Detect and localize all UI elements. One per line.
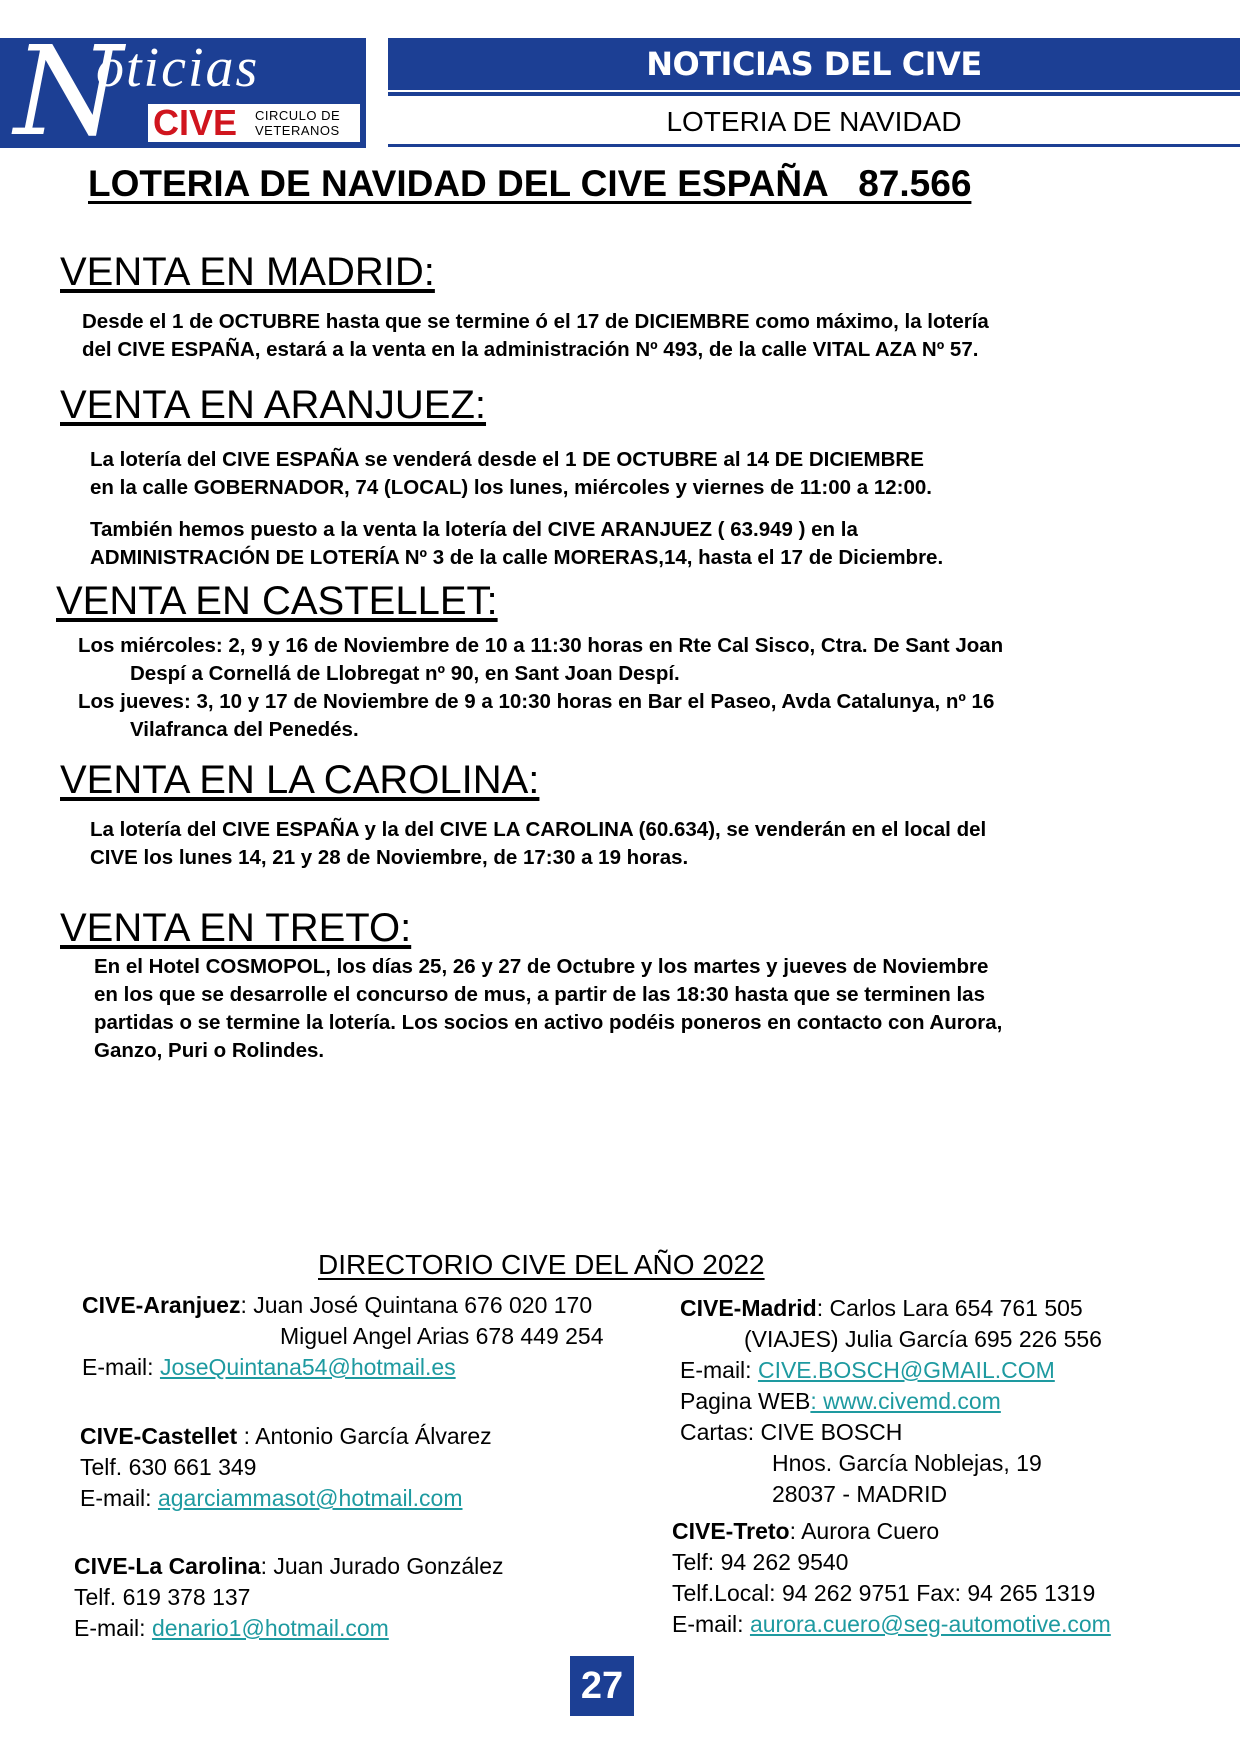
directory-phone: Telf. 619 378 137 bbox=[74, 1584, 251, 1610]
section-text-la-carolina bbox=[90, 816, 986, 872]
email-link[interactable]: agarciammasot@hotmail.com bbox=[157, 1485, 463, 1511]
directory-castellet bbox=[80, 1421, 492, 1514]
text-line: Ganzo, Puri o Rolindes. bbox=[94, 1039, 325, 1062]
text-line: Los jueves: 3, 10 y 17 de Noviembre de 9 a 10:30 horas en Bar el Paseo, Avda Catalunya, nº 16 bbox=[78, 690, 995, 713]
email-link[interactable]: CIVE.BOSCH@GMAIL.COM bbox=[757, 1357, 1055, 1383]
logo-word: oticias bbox=[96, 38, 260, 99]
text-line: Vilafranca del Penedés. bbox=[130, 718, 359, 741]
directory-contact: : Juan Jurado González bbox=[260, 1553, 504, 1579]
logo-initial: N bbox=[14, 38, 123, 148]
directory-line bbox=[74, 1551, 504, 1582]
logo-subtitle-line1: CIRCULO DE bbox=[255, 108, 341, 123]
web-link[interactable]: : www.civemd.com bbox=[810, 1388, 1001, 1414]
page-title: LOTERIA DE NAVIDAD DEL CIVE ESPAÑA 87.566 bbox=[88, 163, 972, 204]
directory-name: CIVE-La Carolina bbox=[74, 1553, 261, 1579]
text-line: Despí a Cornellá de Llobregat nº 90, en Sant Joan Despí. bbox=[130, 662, 680, 685]
noticias-cive-logo bbox=[0, 38, 366, 148]
section-heading-la-carolina: VENTA EN LA CAROLINA: bbox=[60, 758, 540, 802]
directory-name: CIVE-Madrid bbox=[680, 1295, 817, 1321]
directory-line bbox=[82, 1290, 604, 1321]
header-divider bbox=[388, 144, 1240, 147]
directory-madrid bbox=[680, 1293, 1102, 1510]
directory-la-carolina bbox=[74, 1551, 504, 1644]
directory-mail-label: Cartas: CIVE BOSCH bbox=[680, 1419, 903, 1445]
section-heading-castellet: VENTA EN CASTELLET: bbox=[56, 579, 498, 623]
section-text-madrid bbox=[82, 308, 989, 364]
email-link[interactable]: denario1@hotmail.com bbox=[151, 1615, 389, 1641]
directory-phone: Telf.Local: 94 262 9751 Fax: 94 265 1319 bbox=[672, 1580, 1096, 1606]
directory-line bbox=[672, 1516, 1111, 1547]
logo-subtitle-line2: VETERANOS bbox=[255, 123, 340, 138]
directory-mail-address: Hnos. García Noblejas, 19 bbox=[772, 1450, 1042, 1476]
directory-contact: (VIAJES) Julia García 695 226 556 bbox=[744, 1326, 1102, 1352]
section-text-castellet bbox=[78, 632, 1003, 744]
directory-name: CIVE-Treto bbox=[672, 1518, 790, 1544]
directory-line bbox=[82, 1352, 604, 1383]
section-heading-treto: VENTA EN TRETO: bbox=[60, 906, 412, 950]
directory-line bbox=[680, 1386, 1102, 1417]
directory-contact: : Juan José Quintana 676 020 170 bbox=[240, 1292, 593, 1318]
text-line: La lotería del CIVE ESPAÑA se venderá desde el 1 DE OCTUBRE al 14 DE DICIEMBRE bbox=[90, 448, 924, 471]
directory-aranjuez bbox=[82, 1290, 604, 1383]
logo-subtitle bbox=[255, 108, 340, 138]
text-line: partidas o se termine la lotería. Los socios en activo podéis poneros en contacto con Aurora, bbox=[94, 1011, 1003, 1034]
directory-line bbox=[80, 1483, 492, 1514]
directory-line bbox=[680, 1293, 1102, 1324]
email-label: E-mail: bbox=[672, 1611, 750, 1637]
email-label: E-mail: bbox=[680, 1357, 758, 1383]
text-line: en los que se desarrolle el concurso de mus, a partir de las 18:30 hasta que se terminen las bbox=[94, 983, 985, 1006]
email-label: E-mail: bbox=[82, 1354, 160, 1380]
banner-divider bbox=[388, 92, 1240, 96]
email-link[interactable]: aurora.cuero@seg-automotive.com bbox=[749, 1611, 1111, 1637]
email-label: E-mail: bbox=[80, 1485, 158, 1511]
directory-phone: Telf: 94 262 9540 bbox=[672, 1549, 849, 1575]
directory-contact: : Carlos Lara 654 761 505 bbox=[816, 1295, 1083, 1321]
text-line: ADMINISTRACIÓN DE LOTERÍA Nº 3 de la calle MORERAS,14, hasta el 17 de Diciembre. bbox=[90, 546, 944, 569]
text-line: en la calle GOBERNADOR, 74 (LOCAL) los lunes, miércoles y viernes de 11:00 a 12:00. bbox=[90, 476, 932, 499]
text-line: CIVE los lunes 14, 21 y 28 de Noviembre, de 17:30 a 19 horas. bbox=[90, 846, 689, 869]
directory-contact: : Antonio García Álvarez bbox=[237, 1423, 492, 1449]
section-text-aranjuez-extra bbox=[90, 516, 943, 572]
text-line: Desde el 1 de OCTUBRE hasta que se termine ó el 17 de DICIEMBRE como máximo, la lotería bbox=[82, 310, 989, 333]
header-banner: NOTICIAS DEL CIVE bbox=[388, 38, 1240, 90]
section-heading-aranjuez: VENTA EN ARANJUEZ: bbox=[60, 383, 487, 427]
directory-title: DIRECTORIO CIVE DEL AÑO 2022 bbox=[318, 1249, 765, 1280]
email-link[interactable]: JoseQuintana54@hotmail.es bbox=[159, 1354, 456, 1380]
logo-plate bbox=[148, 104, 360, 142]
page-number: 27 bbox=[570, 1656, 634, 1716]
section-text-aranjuez bbox=[90, 446, 932, 502]
directory-name: CIVE-Aranjuez bbox=[82, 1292, 241, 1318]
directory-treto bbox=[672, 1516, 1111, 1640]
section-heading-madrid: VENTA EN MADRID: bbox=[60, 250, 435, 294]
text-line: Los miércoles: 2, 9 y 16 de Noviembre de 10 a 11:30 horas en Rte Cal Sisco, Ctra. De Sant Joan bbox=[78, 634, 1004, 657]
email-label: E-mail: bbox=[74, 1615, 152, 1641]
text-line: En el Hotel COSMOPOL, los días 25, 26 y 27 de Octubre y los martes y jueves de Noviembre bbox=[94, 955, 989, 978]
directory-line bbox=[80, 1421, 492, 1452]
directory-mail-address: 28037 - MADRID bbox=[772, 1481, 948, 1507]
directory-name: CIVE-Castellet bbox=[80, 1423, 238, 1449]
text-line: del CIVE ESPAÑA, estará a la venta en la administración Nº 493, de la calle VITAL AZA Nº 57. bbox=[82, 338, 979, 361]
text-line: La lotería del CIVE ESPAÑA y la del CIVE LA CAROLINA (60.634), se venderán en el local del bbox=[90, 818, 987, 841]
text-line: También hemos puesto a la venta la lotería del CIVE ARANJUEZ ( 63.949 ) en la bbox=[90, 518, 858, 541]
directory-contact: Miguel Angel Arias 678 449 254 bbox=[280, 1323, 604, 1349]
section-text-treto bbox=[94, 953, 1002, 1065]
web-label: Pagina WEB bbox=[680, 1388, 811, 1414]
directory-line bbox=[74, 1613, 504, 1644]
directory-line bbox=[680, 1355, 1102, 1386]
logo-brand: CIVE bbox=[153, 102, 238, 143]
directory-contact: : Aurora Cuero bbox=[789, 1518, 940, 1544]
directory-line bbox=[672, 1609, 1111, 1640]
section-name: LOTERIA DE NAVIDAD bbox=[666, 106, 962, 137]
directory-phone: Telf. 630 661 349 bbox=[80, 1454, 257, 1480]
